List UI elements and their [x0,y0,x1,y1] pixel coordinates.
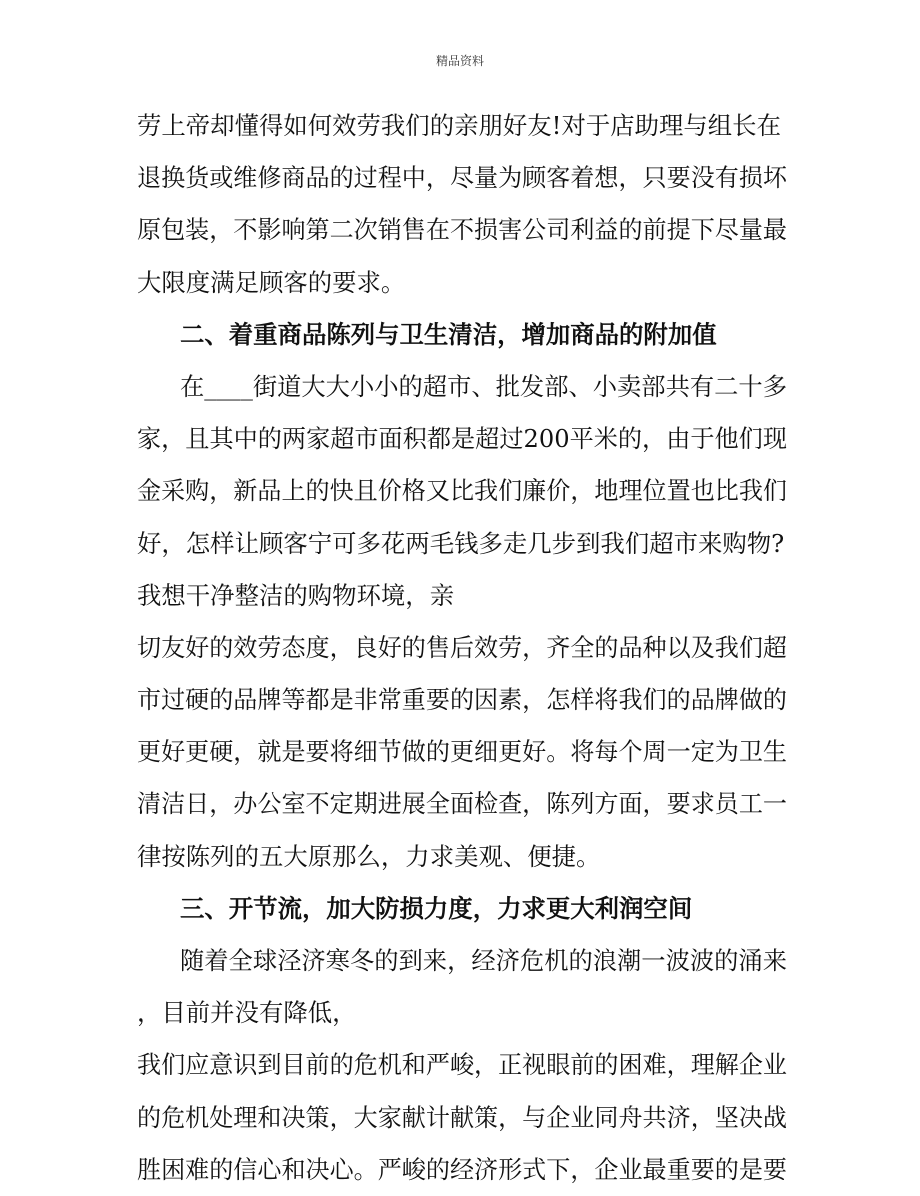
section-heading: 三、开节流，加大防损力度，力求更大利润空间 [180,893,693,923]
text-line: 更好更硬，就是要将细节做的更细更好。将每个周一定为卫生 [137,737,787,767]
text-line: 劳上帝却懂得如何效劳我们的亲朋好友!对于店助理与组长在 [137,111,781,140]
text-line: 胜困难的信心和决心。严峻的经济形式下，企业最重要的是要 [137,1154,787,1184]
text-line: 我想干净整洁的购物环境，亲 [137,580,455,610]
text-line: 随着全球泾济寒冬的到来，经济危机的浪潮一波波的涌来 [180,946,787,975]
text-line: 好，怎样让顾客宁可多花两毛钱多走几步到我们超市来购物? [137,528,785,558]
text-line: ，目前并没有降低， [137,998,357,1028]
document-body [137,100,787,1196]
text-line: 我们应意识到目前的危机和严峻，正视眼前的困难，理解企业 [137,1050,787,1080]
text-line: 原包装，不影响第二次销售在不损害公司利益的前提下尽量最 [137,215,787,245]
text-line: 律按陈列的五大原那么，力求美观、便捷。 [137,841,601,871]
text-line: 的危机处理和决策，大家献计献策，与企业同舟共济，坚决战 [137,1102,787,1132]
text-line: 市过硬的品牌等都是非常重要的因素，怎样将我们的品牌做的 [137,685,787,715]
page-header: 精品资料 [435,54,484,68]
text-line: 大限度满足顾客的要求。 [137,267,406,297]
text-line: 在____街道大大小小的超市、批发部、小卖部共有二十多 [180,371,787,401]
text-line: 清洁日，办公室不定期进展全面检查，陈列方面，要求员工一 [137,789,787,819]
text-line: 金采购，新品上的快且价格又比我们廉价，地理位置也比我们 [137,476,787,506]
text-line: 退换货或维修商品的过程中，尽量为顾客着想，只要没有损坏 [137,163,787,193]
text-line: 家，且其中的两家超市面积都是超过200平米的，由于他们现 [137,424,787,454]
section-heading: 二、着重商品陈列与卫生清洁，增加商品的附加值 [180,319,717,349]
text-line: 切友好的效劳态度，良好的售后效劳，齐全的品种以及我们超 [137,632,787,662]
